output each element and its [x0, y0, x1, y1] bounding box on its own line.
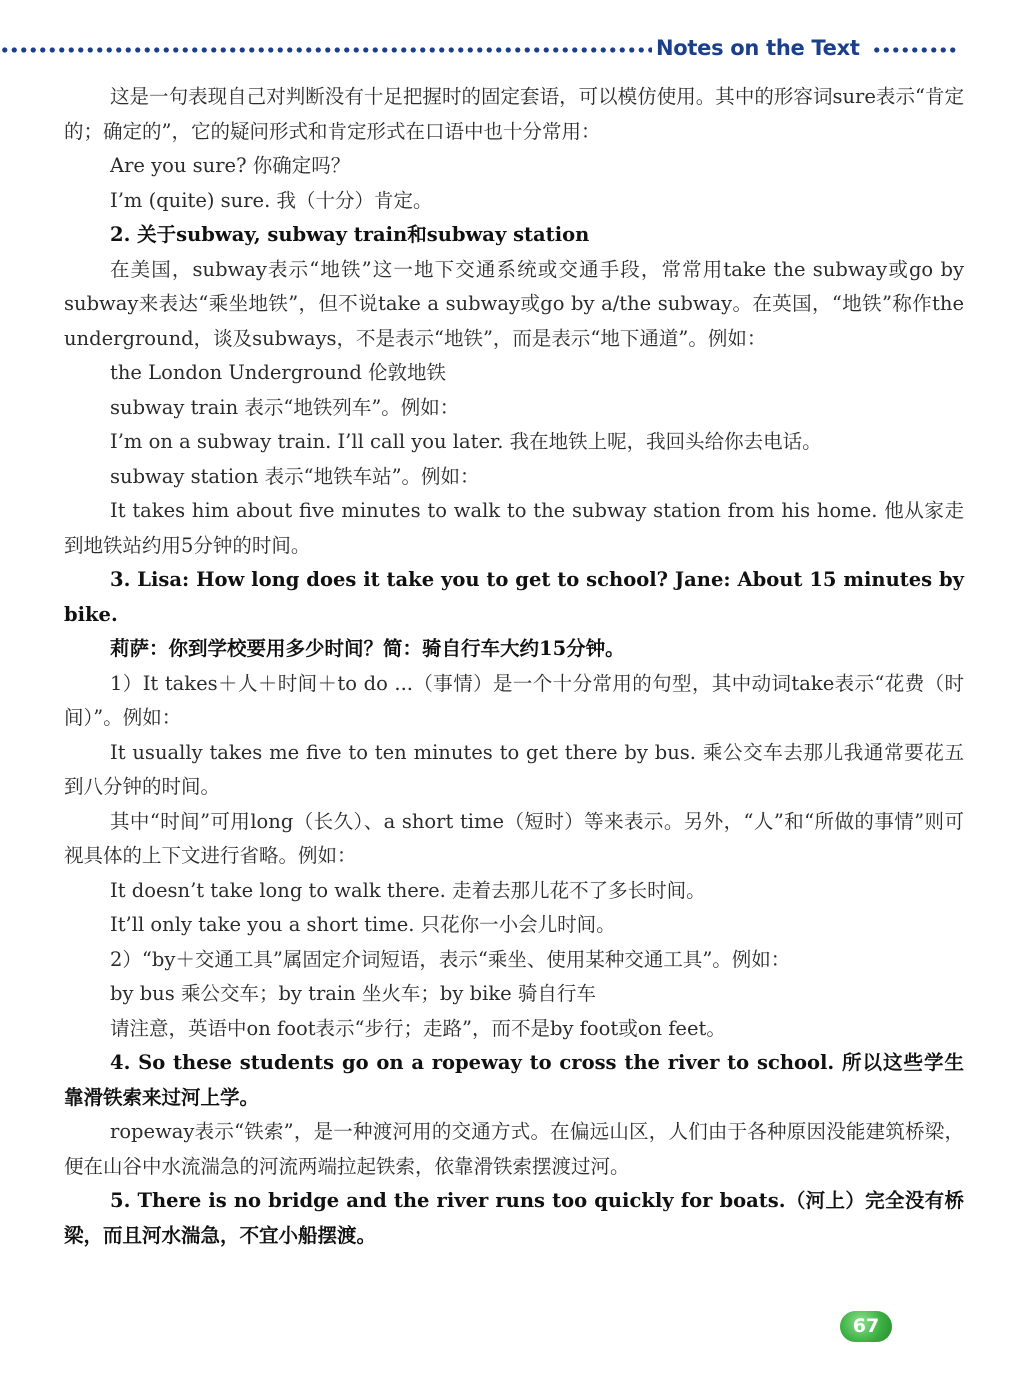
page-number-badge: 67 — [840, 1311, 892, 1342]
paragraph: subway station 表示“地铁车站”。例如： — [110, 464, 480, 488]
paragraph: 2）“by＋交通工具”属固定介词短语，表示“乘坐、使用某种交通工具”。例如： — [110, 947, 791, 971]
example-line: I’m on a subway train. I’ll call you later. 我在地铁上呢，我回头给你去电话。 — [110, 430, 822, 453]
header-title: Notes on the Text — [656, 36, 860, 60]
header-dot-rule-right — [872, 44, 956, 56]
paragraph: subway train 表示“地铁列车”。例如： — [110, 395, 460, 419]
example-line: It’ll only take you a short time. 只花你一小会儿时间。 — [110, 913, 616, 936]
paragraph: 这是一句表现自己对判断没有十足把握时的固定套语，可以模仿使用。其中的形容词sure表示“肯定的；确定的”，它的疑问形式和肯定形式在口语中也十分常用： — [64, 85, 964, 143]
section-heading: 5. There is no bridge and the river runs too quickly for boats.（河上）完全没有桥梁，而且河水湍急，不宜小船摆渡。 — [64, 1189, 964, 1247]
paragraph: ropeway表示“铁索”，是一种渡河用的交通方式。在偏远山区，人们由于各种原因没能建筑桥梁，便在山谷中水流湍急的河流两端拉起铁索，依靠滑铁索摆渡过河。 — [64, 1120, 964, 1178]
example-line: Are you sure? 你确定吗？ — [110, 154, 351, 177]
example-line: It usually takes me five to ten minutes to get there by bus. 乘公交车去那儿我通常要花五到八分钟的时间。 — [64, 740, 964, 798]
example-line: the London Underground 伦敦地铁 — [110, 361, 447, 384]
section-heading: 3. Lisa: How long does it take you to get to school? Jane: About 15 minutes by bike. — [64, 568, 964, 626]
example-line: by bus 乘公交车；by train 坐火车；by bike 骑自行车 — [110, 982, 596, 1005]
section-heading: 2. 关于subway, subway train和subway station — [110, 223, 590, 246]
example-line: It takes him about five minutes to walk to the subway station from his home. 他从家走到地铁站约用5分钟的时间。 — [64, 499, 964, 557]
section-heading: 4. So these students go on a ropeway to cross the river to school. 所以这些学生靠滑铁索来过河上学。 — [64, 1051, 964, 1109]
header-dot-rule-left — [0, 44, 652, 56]
example-line: I’m (quite) sure. 我（十分）肯定。 — [110, 188, 433, 212]
paragraph: 1）It takes＋人＋时间＋to do ...（事情）是一个十分常用的句型，其中动词take表示“花费（时间）”。例如： — [64, 671, 964, 729]
example-line: It doesn’t take long to walk there. 走着去那儿花不了多长时间。 — [110, 878, 706, 902]
section-heading-translation: 莉萨：你到学校要用多少时间？简：骑自行车大约15分钟。 — [110, 637, 625, 660]
paragraph: 请注意，英语中on foot表示“步行；走路”，而不是by foot或on feet。 — [110, 1016, 726, 1040]
paragraph: 在美国，subway表示“地铁”这一地下交通系统或交通手段，常常用take the subway或go by subway来表达“乘坐地铁”，但不说take a subway或go by a/the subway。在英国，“地铁”称作the underground，谈及subways，不是表示“地铁”，而是表示“地下通道”。例如： — [64, 257, 964, 350]
page-body — [64, 80, 964, 1253]
running-header — [0, 36, 1024, 68]
paragraph: 其中“时间”可用long（长久）、a short time（短时）等来表示。另外，“人”和“所做的事情”则可视具体的上下文进行省略。例如： — [64, 809, 964, 867]
